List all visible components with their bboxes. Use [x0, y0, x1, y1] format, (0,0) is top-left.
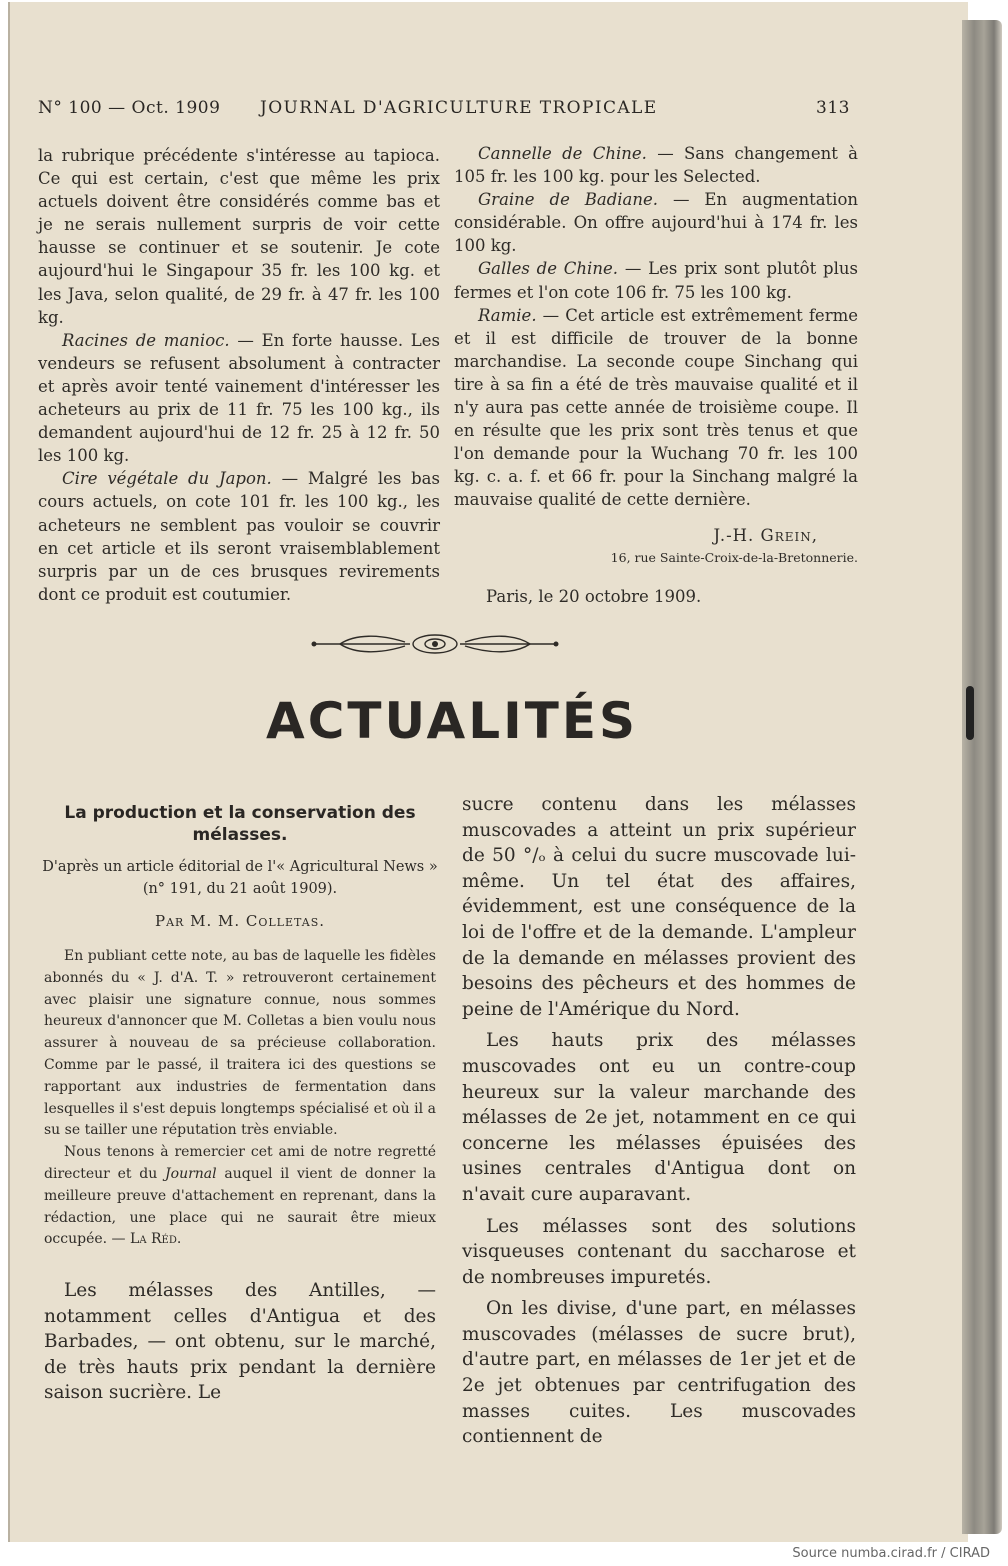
paragraph: Ramie. — Cet article est extrêmement ferme et il est difficile de trouver de la bonne marchandise. La seconde coupe Sinchang qui tire à sa fin a été de très mauvaise qualité et il n'y aura pas cette année de troisième coupe. Il en résulte que les prix sont très tenus et que l'on demande pour la Wuchang 70 fr. les 100 kg. c. a. f. et 66 fr. pour la Sinchang malgré la mauvaise qualité de cette dernière.	[454, 305, 858, 510]
issue-number: N° 100 — Oct. 1909	[38, 98, 221, 118]
item-label: Cire végétale du Japon.	[62, 469, 272, 489]
paragraph: En publiant cette note, au bas de laquelle les fidèles abonnés du « J. d'A. T. » retrouveront certainement avec plaisir une signature connue, nous sommes heureux d'annoncer que M. Colletas a bien voulu nous assurer à nouveau de sa précieuse collaboration. Comme par le passé, il traitera ici des questions se rapportant aux industries de fermentation dans lesquelles il s'est depuis longtemps spécialisé et où il a su se tailler une réputation très enviable.	[44, 948, 436, 1139]
paragraph: Nous tenons à remercier cet ami de notre regretté directeur et du Journal auquel il vient de donner la meilleure preuve d'attachement en reprenant, dans la rédaction, une place qui ne saurait être mieux occupée. — La Réd.	[44, 1144, 436, 1248]
paragraph: Les hauts prix des mélasses muscovades ont eu un contre-coup heureux sur la valeur marchande des mélasses de 2e jet, notamment en ce qui concerne les mélasses épuisées des usines centrales d'Antigua dont on n'avait cure auparavant.	[462, 1030, 856, 1205]
article-title: La production et la conservation des mélasses.	[64, 803, 416, 845]
ornament-divider	[310, 632, 560, 656]
paragraph: Galles de Chine. — Les prix sont plutôt plus fermes et l'on cote 106 fr. 75 les 100 kg.	[454, 259, 858, 302]
running-header	[38, 98, 850, 122]
dateline: Paris, le 20 octobre 1909.	[486, 586, 702, 606]
paragraph: sucre contenu dans les mélasses muscovades a atteint un prix supérieur de 50 °/ₒ à celui du sucre muscovade lui-même. Un tel état des affaires, évidemment, est une conséquence de la loi de l'offre et de la demande. L'ampleur de la demande en mélasses provient des besoins des pêcheurs et des hommes de peine de l'Amérique du Nord.	[462, 794, 856, 1020]
top-left-column	[38, 144, 440, 606]
paragraph: Les mélasses des Antilles, — notamment celles d'Antigua et des Barbades, — ont obtenu, sur le marché, de très hauts prix pendant la dernière saison sucrière. Le	[44, 1280, 436, 1404]
section-title: ACTUALITÉS	[266, 692, 638, 750]
scanned-page	[8, 2, 968, 1542]
paragraph: la rubrique précédente s'intéresse au tapioca. Ce qui est certain, c'est que même les prix actuels doivent être considérés comme bas et je ne serais nullement surpris de voir cette hausse se continuer et se soutenir. Je cote aujourd'hui le Singapour 35 fr. les 100 kg. et les Java, selon qualité, de 29 fr. à 47 fr. les 100 kg.	[38, 146, 440, 327]
page-number: 313	[816, 98, 850, 118]
signature: J.-H. Grein,	[713, 525, 818, 545]
paragraph: Graine de Badiane. — En augmentation considérable. On offre aujourd'hui à 174 fr. les 100 kg.	[454, 190, 859, 256]
source-credit: Source numba.cirad.fr / CIRAD	[792, 1546, 990, 1561]
paragraph: On les divise, d'une part, en mélasses muscovades (mélasses de sucre brut), d'autre part, en mélasses de 1er jet et de 2e jet obtenues par centrifugation des masses cuites. Les muscovades contiennent de	[462, 1298, 856, 1448]
article-source: D'après un article éditorial de l'« Agricultural News » (n° 191, du 21 août 1909).	[42, 859, 438, 897]
top-right-column	[454, 142, 858, 608]
article-body-right	[462, 792, 856, 1456]
item-label: Ramie.	[478, 305, 537, 325]
paragraph: Cannelle de Chine. — Sans changement à 105 fr. les 100 kg. pour les Selected.	[454, 144, 858, 187]
paragraph: Racines de manioc. — En forte hausse. Les vendeurs se refusent absolument à contracter et après avoir tenté vainement d'intéresser les acheteurs au prix de 11 fr. 75 les 100 kg., ils demandent aujourd'hui de 12 fr. 25 à 12 fr. 50 les 100 kg.	[38, 330, 441, 466]
article-body-left	[44, 1278, 436, 1406]
editor-note	[44, 946, 436, 1251]
editor-signature: La Réd.	[130, 1231, 182, 1248]
paragraph: Les mélasses sont des solutions visqueuses contenant du saccharose et de nombreuses impuretés.	[462, 1215, 856, 1288]
item-label: Graine de Badiane.	[478, 190, 659, 210]
signature-address: 16, rue Sainte-Croix-de-la-Bretonnerie.	[610, 549, 858, 565]
item-label: Galles de Chine.	[478, 259, 618, 279]
paragraph: Cire végétale du Japon. — Malgré les bas cours actuels, on cote 101 fr. les 100 kg., les acheteurs ne semblent pas vouloir se couvrir en cet article et ils seront vraisemblablement surpris par un de ces brusques revirements dont ce produit est coutumier.	[38, 469, 440, 604]
page-edge	[962, 20, 1002, 1534]
item-label: Cannelle de Chine.	[478, 144, 647, 163]
article-author: Par M. M. Colletas.	[155, 912, 325, 930]
journal-title: JOURNAL D'AGRICULTURE TROPICALE	[260, 98, 658, 118]
item-label: Racines de manioc.	[62, 330, 230, 350]
binding-mark	[966, 686, 974, 740]
